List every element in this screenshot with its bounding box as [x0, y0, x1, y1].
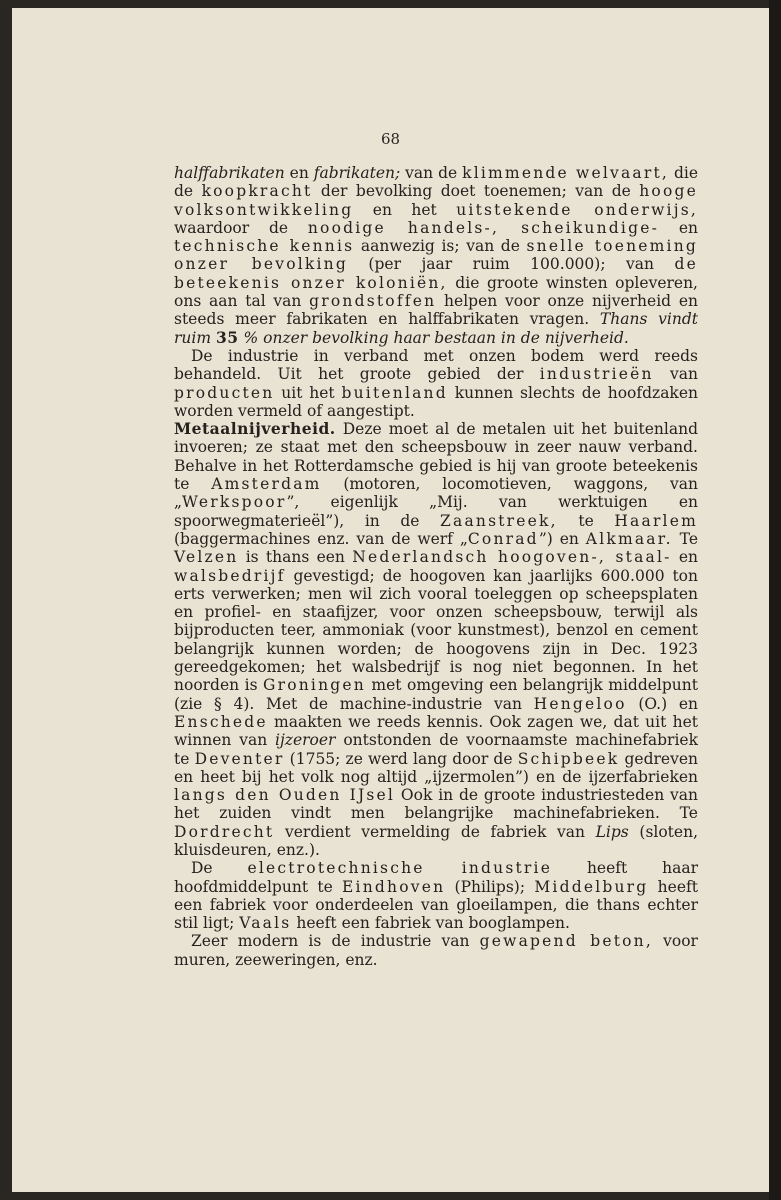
text-run: industrieën — [539, 365, 654, 384]
text-run: kunnen slechts de hoofdzaken worden vermeld of aangestipt. — [174, 383, 698, 420]
text-run: waardoor de — [174, 218, 308, 237]
text-run: ”, eigenlijk „Mij. van werktuigen en spoorwegmaterieël”), in de — [174, 493, 698, 530]
text-run: Enschede — [174, 712, 268, 731]
text-run: ontstonden de voornaamste machinefabriek te — [174, 731, 698, 768]
text-run: noodige handels-, scheikundige- — [307, 218, 660, 237]
text-run: die de — [174, 164, 698, 201]
text-run: halffabrikaten — [174, 164, 285, 182]
paragraph-2 — [174, 347, 698, 420]
text-run: Amsterdam — [211, 475, 322, 494]
text-run: verdient vermelding de fabriek van — [274, 822, 596, 841]
text-run: (Philips); — [445, 877, 535, 896]
paragraph-5 — [174, 932, 698, 969]
text-run: heeft een fabriek voor onderdeelen van gloeilampen, die thans echter stil ligt; — [174, 877, 698, 933]
text-run: snelle toeneming onzer bevolking — [174, 237, 698, 274]
binding-edge — [769, 0, 781, 1200]
text-run: electrotechnische industrie — [247, 859, 553, 878]
text-run: producten — [174, 383, 275, 402]
text-run: Alkmaar. — [585, 529, 673, 548]
text-run: De industrie in verband met onzen bodem werd reeds behandeld. Uit het groote gebied der — [174, 346, 698, 384]
text-run: Schipbeek — [517, 749, 620, 768]
book-page — [12, 8, 769, 1192]
text-run: (per jaar ruim 100.000); van — [347, 255, 675, 274]
text-run: en — [284, 164, 314, 182]
text-run: technische kennis — [174, 237, 355, 256]
text-run: Nederlandsch hoogoven-, staal- — [352, 548, 672, 567]
text-run: (baggermachines enz. van de werf „ — [174, 529, 468, 548]
text-run: gewapend beton, — [479, 932, 653, 951]
text-run: Deze moet al de metalen uit het buitenland invoeren; ze staat met den scheepsbouw in zeer nauw verband. Behalve in het Rotterdamsche gebied is hij van groote beteekenis te — [174, 420, 698, 494]
text-run: Middelburg — [534, 877, 649, 896]
text-run: Eindhoven — [342, 877, 446, 896]
text-run: walsbedrijf — [174, 566, 286, 585]
text-run: Groningen — [263, 676, 366, 695]
text-run: Lips — [595, 822, 629, 841]
page-number: 68 — [380, 130, 401, 148]
body-text — [174, 164, 698, 969]
text-run: langs den Ouden IJsel — [174, 786, 396, 805]
text-run: Velzen — [174, 548, 239, 567]
text-run: Hengeloo — [533, 694, 627, 713]
text-run: (motoren, locomotieven, waggons, van „ — [174, 475, 698, 512]
text-run: Metaalnijverheid. — [174, 419, 336, 439]
text-run: Conrad — [467, 529, 539, 548]
text-run: die groote winsten opleveren, ons aan tal van — [174, 273, 698, 311]
text-run: Te — [672, 529, 698, 548]
text-run: maakten we reeds kennis. Ook zagen we, dat uit het winnen van — [174, 712, 698, 750]
text-run: voor muren, zeeweringen, enz. — [174, 932, 698, 969]
text-run: gedreven en heet bij het volk nog altijd „ijzermolen”) en de ijzerfabrieken — [174, 749, 698, 786]
text-run: heeft haar hoofdmiddelpunt te — [174, 859, 698, 896]
text-run: Ook in de groote industriesteden van het zuiden vindt men belangrijke machinefabrieken. Te — [174, 786, 699, 823]
text-run: van de — [400, 164, 463, 182]
text-run: te — [557, 511, 615, 530]
text-run: heeft een fabriek van booglampen. — [291, 914, 570, 933]
text-run: Deventer — [194, 749, 285, 768]
text-run: en — [659, 218, 698, 237]
text-run: hooge volksontwikkeling — [174, 182, 698, 219]
text-run: van — [653, 365, 698, 384]
paragraph-3 — [174, 420, 698, 859]
text-run: en het — [353, 200, 457, 219]
text-run: % onzer bevolking haar bestaan in de nijverheid. — [238, 328, 629, 347]
text-run: (O.) en — [626, 694, 698, 713]
text-run: ijzeroer — [275, 731, 336, 750]
text-run: uit het — [274, 383, 342, 402]
text-run: klimmende welvaart, — [462, 164, 670, 182]
text-run: grondstoffen — [309, 292, 437, 311]
text-run: Vaals — [239, 914, 292, 933]
text-run: Zeer modern is de industrie van — [191, 932, 480, 951]
text-run: (1755; ze werd lang door de — [284, 749, 518, 768]
text-run: Zaanstreek, — [440, 511, 558, 530]
text-run: Thans vindt ruim — [174, 310, 698, 347]
text-run: ”) en — [538, 529, 586, 548]
text-run: gevestigd; de hoogoven kan jaarlijks 600.000 ton erts verwerken; men wil zich vooral toeleggen op scheepsplaten en profiel- en staafijzer, voor onzen scheepsbouw, terwijl als bijproducten teer, ammoniak (voor kunstmest), benzol en cement belangrijk kunnen worden; de hoogovens zijn in Dec. 1923 gereedgekomen; het walsbedrijf is nog niet begonnen. In het noorden is — [174, 566, 698, 695]
text-run: en — [671, 548, 698, 567]
text-run: de beteekenis onzer koloniën, — [174, 255, 698, 292]
text-run: Dordrecht — [174, 822, 275, 841]
text-run: Werkspoor — [182, 493, 287, 512]
text-run: De — [191, 859, 248, 878]
text-run: 35 — [215, 327, 239, 347]
paragraph-4 — [174, 859, 698, 932]
text-run: buitenland — [341, 383, 448, 402]
text-run: Haarlem — [614, 511, 698, 530]
text-run: fabrikaten; — [313, 164, 401, 182]
text-run: is thans een — [238, 548, 353, 567]
text-run: uitstekende onderwijs, — [456, 200, 698, 219]
text-run: aanwezig is; van de — [354, 237, 527, 256]
text-run: koopkracht — [201, 182, 313, 201]
text-run: der bevolking doet toenemen; van de — [312, 182, 640, 201]
text-run: met omgeving een belangrijk middelpunt (zie § 4). Met de machine-industrie van — [174, 676, 698, 713]
text-run: (sloten, kluisdeuren, enz.). — [174, 822, 698, 859]
paragraph-1 — [174, 164, 698, 347]
text-run: helpen voor onze nijverheid en steeds meer fabrikaten en halffabrikaten vragen. — [174, 292, 698, 329]
